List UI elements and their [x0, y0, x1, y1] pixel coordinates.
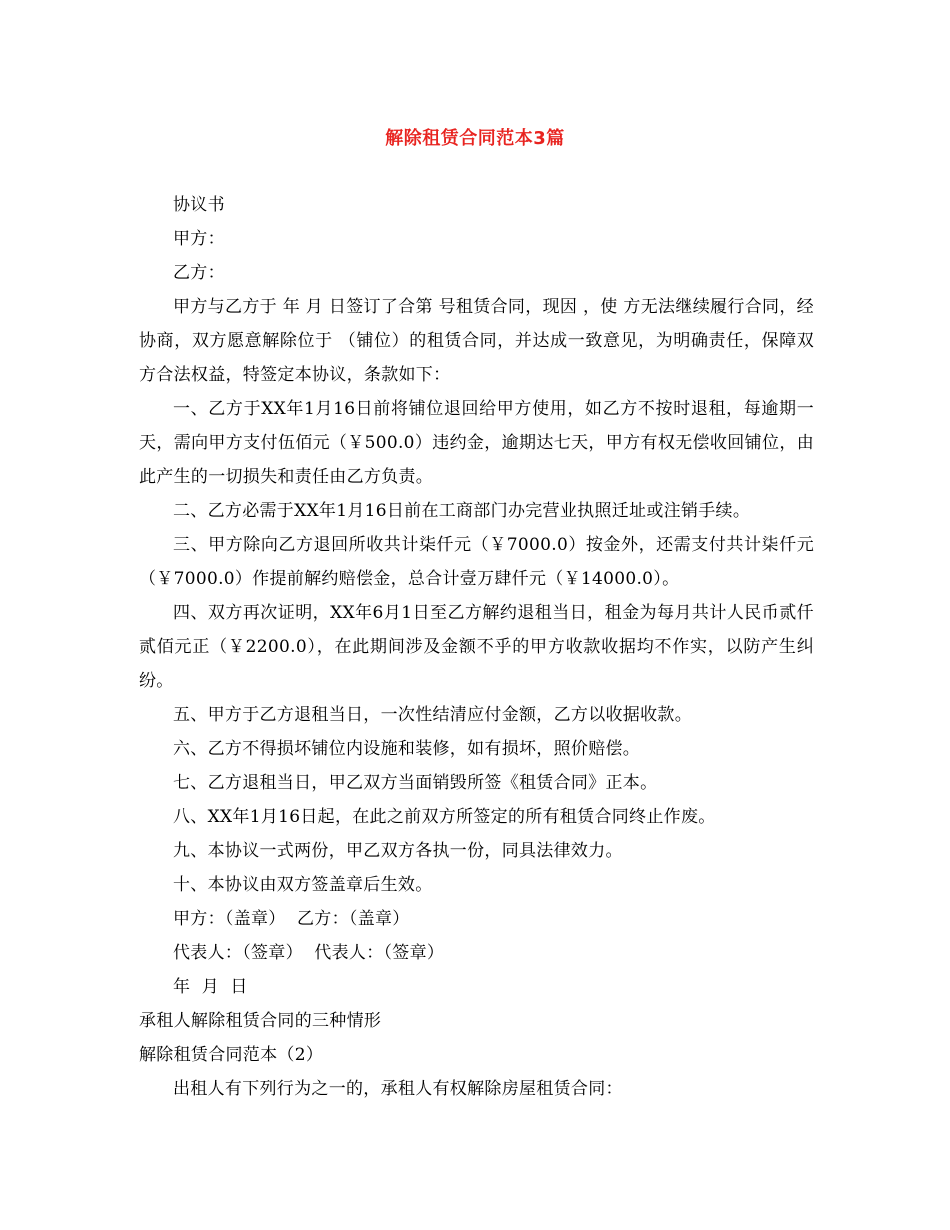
paragraph-date: 年 月 日	[173, 977, 248, 997]
paragraph-clause-8: 八、XX年1月16日起，在此之前双方所签定的所有租赁合同终止作废。	[173, 807, 716, 827]
document-title: 解除租赁合同范本3篇	[385, 128, 565, 149]
paragraph-preamble: 甲方与乙方于 年 月 日签订了合第 号租赁合同，现因 ，使 方无法继续履行合同，经协商，双方愿意解除位于 （铺位）的租赁合同，并达成一致意见，为明确责任，保障双方合法权益，特签定本协议，条款如下：	[139, 297, 814, 385]
document-body	[139, 188, 814, 1106]
paragraph-lessee-rights: 出租人有下列行为之一的，承租人有权解除房屋租赁合同：	[173, 1079, 623, 1099]
paragraph-clause-4: 四、双方再次证明，XX年6月1日至乙方解约退租当日，租金为每月共计人民币贰仟贰佰元正（￥2200.0），在此期间涉及金额不乎的甲方收款收据均不作实，以防产生纠纷。	[139, 603, 815, 691]
paragraph-party-b: 乙方：	[173, 263, 225, 283]
paragraph-clause-6: 六、乙方不得损坏铺位内设施和装修，如有损坏，照价赔偿。	[173, 739, 641, 759]
paragraph-clause-9: 九、本协议一式两份，甲乙双方各执一份，同具法律效力。	[173, 841, 623, 861]
paragraph-seals: 甲方：（盖章） 乙方：（盖章）	[173, 909, 410, 929]
paragraph-representatives: 代表人：（签章） 代表人：（签章）	[173, 943, 445, 963]
paragraph-clause-7: 七、乙方退租当日，甲乙双方当面销毁所签《租赁合同》正本。	[173, 773, 658, 793]
paragraph-clause-10: 十、本协议由双方签盖章后生效。	[173, 875, 433, 895]
paragraph-agreement-heading: 协议书	[173, 195, 225, 215]
paragraph-party-a: 甲方：	[173, 229, 225, 249]
paragraph-clause-2: 二、乙方必需于XX年1月16日前在工商部门办完营业执照迁址或注销手续。	[173, 501, 751, 521]
paragraph-clause-3: 三、甲方除向乙方退回所收共计柒仟元（￥7000.0）按金外，还需支付共计柒仟元（￥7000.0）作提前解约赔偿金，总合计壹万肆仟元（￥14000.0）。	[139, 535, 814, 589]
paragraph-template-2-heading: 解除租赁合同范本（2）	[139, 1045, 324, 1065]
paragraph-section-heading: 承租人解除租赁合同的三种情形	[139, 1011, 382, 1031]
paragraph-clause-1: 一、乙方于XX年1月16日前将铺位退回给甲方使用，如乙方不按时退租，每逾期一天，需向甲方支付伍佰元（￥500.0）违约金，逾期达七天，甲方有权无偿收回铺位，由此产生的一切损失和责任由乙方负责。	[139, 399, 814, 487]
paragraph-clause-5: 五、甲方于乙方退租当日，一次性结清应付金额，乙方以收据收款。	[173, 705, 692, 725]
